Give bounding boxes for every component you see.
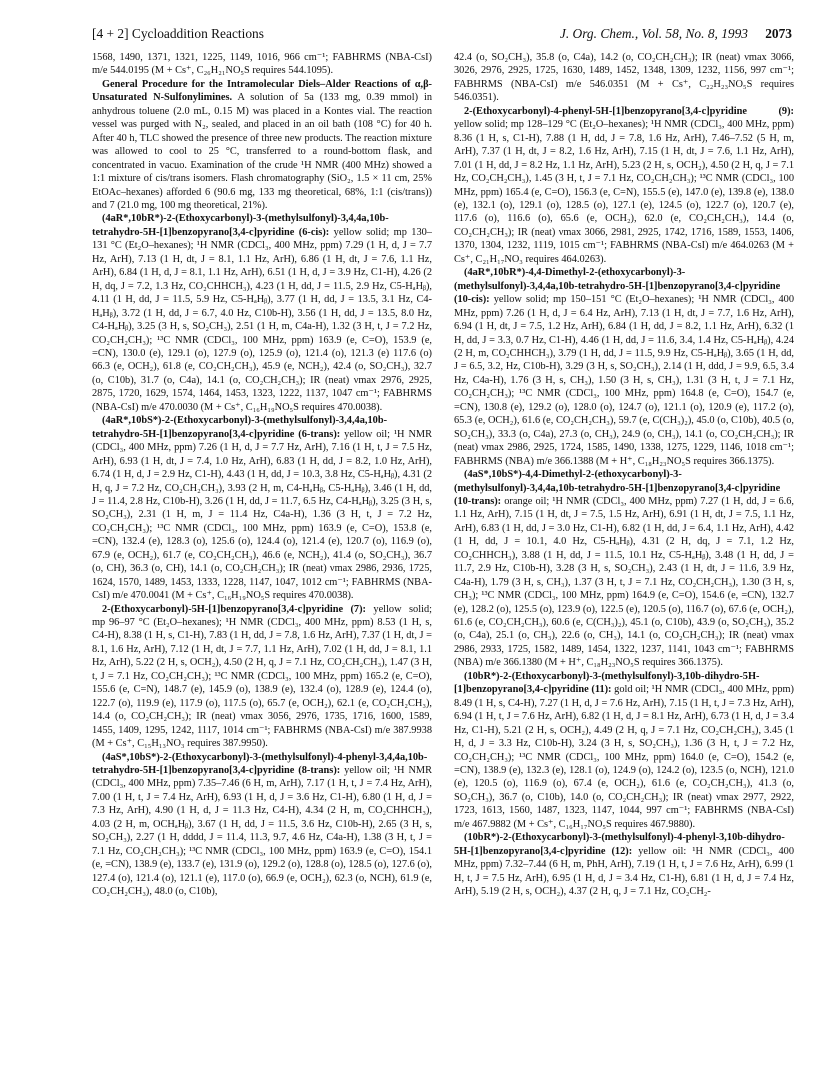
compound-entry-8trans [92,751,432,899]
compound-name: (4aR*,10bR*)-2-(Ethoxycarbonyl)-3-(methylsulfonyl)-3,4,4a,10b-tetrahydro-5H-[1]benzopyrano[3,4-c]pyridine (6-cis): [92,213,389,238]
compound-name: (4aS*,10bS*)-4,4-Dimethyl-2-(ethoxycarbonyl)-3-(methylsulfonyl)-3,4,4a,10b-tetrahydro-5H-[1]benzopyrano[3,4-c]pyridine (10-trans): [454,469,781,507]
compound-entry-11 [454,670,794,831]
compound-data: yellow solid; mp 96–97 °C (Et₂O–hexanes); ¹H NMR (CDCl₃, 400 MHz, ppm) 8.53 (1 H, s, C4-H), 8.38 (1 H, s, C1-H), 7.83 (1 H, dd, J = 7.8, 1.6 Hz, ArH), 7.37 (1 H, dt, J = 8.1, 1.6 Hz, ArH), 7.12 (1 H, dt, J = 7.7, 1.1 Hz, ArH), 7.02 (1 H, dd, J = 8.1, 1.1 Hz, ArH), 5.22 (2 H, s, OCH₂), 4.50 (2 H, q, J = 7.1 Hz, CO₂CH₂CH₃), 1.47 (3 H, t, J = 7.1 Hz, CO₂CH₂CH₃); ¹³C NMR (CDCl₃, 100 MHz, ppm) 165.2 (e, C=O), 155.6 (e, C=N), 148.7 (e), 145.9 (o), 138.9 (e), 132.4 (o), 128.9 (e), 124.4 (o), 122.7 (o), 119.9 (e), 117.9 (o), 117.5 (o), 65.7 (e, OCH₂), 62.1 (e, CO₂CH₂CH₃), 14.4 (o, CO₂CH₂CH₃); IR (neat) νmax 3056, 2976, 1735, 1716, 1600, 1589, 1455, 1409, 1295, 1242, 1117, 1014 cm⁻¹; FABHRMS (NBA-CsI) m/e 387.9938 (M + Cs⁺, C₁₅H₁₃NO₃ requires 387.9950). [92,603,432,750]
page-number: 2073 [765,26,792,41]
compound-name: (4aR*,10bS*)-2-(Ethoxycarbonyl)-3-(methylsulfonyl)-3,4,4a,10b-tetrahydro-5H-[1]benzopyrano[3,4-c]pyridine (6-trans): [92,415,388,440]
procedure-text: A solution of 5a (133 mg, 0.39 mmol) in anhydrous toluene (2.0 mL, 0.15 M) was placed in a Kontes vial. The reaction vessel was purged with N₂, sealed, and placed in an oil bath (108 °C) for 40 h. After 40 h, TLC showed the presence of three new products. The reaction mixture was allowed to cool to 25 °C, transferred to a round-bottom flask, and concentrated in vacuo. Examination of the crude ¹H NMR (400 MHz) showed a 1:1 mixture of cis/trans isomers. Flash chromatography (SiO₂, 1.5 × 11 cm, 25% EtOAc–hexanes) afforded 6 (90.6 mg, 133 mg theoretical, 68%, 1:1 (cis/trans)) and 7 (21.0 mg, 100 mg theoretical, 21%). [92,92,432,211]
compound-name: (4aS*,10bS*)-2-(Ethoxycarbonyl)-3-(methylsulfonyl)-4-phenyl-3,4,4a,10b-tetrahydro-5H-[1]benzopyrano[3,4-c]pyridine (8-trans): [92,751,428,777]
procedure-heading: General Procedure for the Intramolecular Diels–Alder Reactions of α,β-Unsaturated N-Sulfonylimines. [92,78,432,104]
compound-data: yellow oil: ¹H NMR (CDCl₃, 400 MHz, ppm) 7.32–7.44 (6 H, m, PhH, ArH), 7.19 (1 H, t, J = 7.6 Hz, ArH), 6.99 (1 H, t, J = 7.5 Hz, ArH), 6.95 (1 H, d, J = 3.4 Hz, C1-H), 6.81 (1 H, d, J = 7.4 Hz, ArH), 5.19 (2 H, s, OCH₂), 4.37 (2 H, q, J = 7.1 Hz, CO₂CH₂- [454,845,794,898]
compound-entry-10cis [454,266,794,468]
section-title: [4 + 2] Cycloaddition Reactions [92,26,264,41]
compound-data: orange oil; ¹H NMR (CDCl₃, 400 MHz, ppm) 7.27 (1 H, dd, J = 6.6, 1.1 Hz, ArH), 7.15 (1 H, dt, J = 7.5, 1.5 Hz, ArH), 6.91 (1 H, dt, J = 7.5, 1.1 Hz, ArH), 6.83 (1 H, dd, J = 3.0 Hz, C1-H), 6.82 (1 H, dd, J = 6.4, 1.1 Hz, ArH), 4.42 (1 H, dd, J = 10.1, 4.0 Hz, C5-HₐHᵦ), 4.31 (2 H, dq, J = 7.1, 1.2 Hz, CO₂CHHCH₃), 3.88 (1 H, dd, J = 11.5, 10.1 Hz, C5-HₐHᵦ), 3.48 (1 H, dd, J = 11.7, 2.9 Hz, C10b-H), 3.28 (3 H, s, SO₂CH₃), 2.43 (1 H, dt, J = 11.6, 3.9 Hz, C4a-H), 1.79 (3 H, s, CH₃), 1.37 (3 H, t, J = 7.1 Hz, CO₂CH₂CH₃), 1.30 (3 H, s, CH₃); ¹³C NMR (CDCl₃, 100 MHz, ppm) 164.9 (e, C=O), 154.6 (e, =CN), 132.7 (e), 128.2 (o), 125.5 (o), 123.9 (o), 122.5 (e), 120.5 (o), 116.7 (o), 67.6 (e, OCH₂), 61.6 (e, CO₂CH₂CH₃), 60.6 (e, C(CH₃)₂), 45.1 (o, C10b), 43.9 (o, SO₂CH₃), 35.2 (o, C4a), 25.1 (o, CH₃), 22.6 (o, CH₃), 14.1 (o, CO₂CH₂CH₃); IR (neat) νmax 2986, 2933, 1725, 1582, 1489, 1454, 1322, 1237, 1141, 1043 cm⁻¹; FABHRMS (NBA) m/e 366.1380 (M + H⁺, C₁₈H₂₃NO₅S requires 366.1375). [454,495,794,669]
compound-name: 2-(Ethoxycarbonyl)-5H-[1]benzopyrano[3,4-c]pyridine (7): [102,603,366,615]
compound-name: 2-(Ethoxycarbonyl)-4-phenyl-5H-[1]benzopyrano[3,4-c]pyridine (9): [464,105,794,117]
compound-entry-12 [454,831,794,898]
compound-data: yellow solid; mp 128–129 °C (Et₂O–hexanes); ¹H NMR (CDCl₃, 400 MHz, ppm) 8.36 (1 H, s, C1-H), 7.88 (1 H, dd, J = 7.8, 1.6 Hz, ArH), 7.46–7.52 (5 H, m, ArH), 7.37 (1 H, dt, J = 8.2, 1.6 Hz, ArH), 7.15 (1 H, dt, J = 7.6, 1.1 Hz, ArH), 7.01 (1 H, dd, J = 8.2 Hz, 1.1 Hz, ArH), 5.23 (2 H, s, OCH₂), 4.50 (2 H, q, J = 7.1 Hz, CO₂CH₂CH₃), 1.45 (3 H, t, J = 7.1 Hz, CO₂CH₂CH₃); ¹³C NMR (CDCl₃, 100 MHz, ppm) 165.4 (e, C=O), 156.3 (e, C=N), 155.5 (e), 147.0 (e), 139.8 (e), 138.0 (e), 132.1 (o), 129.1 (o), 128.5 (o), 127.1 (e), 124.5 (o), 122.7 (o), 120.7 (e), 117.6 (o), 116.6 (o), 65.6 (e, OCH₂), 62.0 (e, CO₂CH₂CH₃), 14.4 (o, CO₂CH₂CH₃); IR (neat) νmax 3066, 2981, 2925, 1742, 1716, 1589, 1553, 1406, 1370, 1304, 1232, 1119, 1015 cm⁻¹; FABHRMS (NBA-CsI) m/e 464.0263 (M + Cs⁺, C₂₁H₁₇NO₃ requires 464.0263). [454,119,794,265]
compound-entry-7 [92,603,432,751]
running-header [92,26,792,44]
compound-data: yellow oil; ¹H NMR (CDCl₃, 400 MHz, ppm) 7.35–7.46 (6 H, m, ArH), 7.17 (1 H, t, J = 7.4 Hz, ArH), 7.00 (1 H, t, J = 7.4 Hz, ArH), 6.93 (1 H, d, J = 3.6 Hz, C1-H), 6.80 (1 H, d, J = 7.3 Hz, ArH), 4.90 (1 H, d, J = 11.3 Hz, C4-H), 4.34 (2 H, m, CO₂CHHCH₃), 4.03 (2 H, m, OCHₐHᵦ), 3.67 (1 H, dd, J = 11.5, 3.6 Hz, C10b-H), 2.65 (3 H, s, SO₂CH₃), 2.27 (1 H, dddd, J = 11.4, 11.3, 9.7, 4.6 Hz, C4a-H), 1.38 (3 H, t, J = 7.1 Hz, CO₂CH₂CH₃); ¹³C NMR (CDCl₃, 100 MHz, ppm) 163.9 (e, C=O), 154.1 (e, =CN), 138.9 (e), 133.7 (e), 131.9 (o), 129.2 (o), 128.8 (o), 128.5 (o), 127.6 (o), 127.4 (o), 121.4 (o), 121.1 (e), 117.0 (o), 66.9 (e, OCH₂), 62.3 (o, NCH), 61.9 (e, CO₂CH₂CH₃), 48.0 (o, C10b), [92,765,433,898]
continuation-paragraph: 1568, 1490, 1371, 1321, 1225, 1149, 1016, 966 cm⁻¹; FABHRMS (NBA-CsI) m/e 544.0195 (M + Cs⁺, C₂₆H₂₁NO₅S requires 544.1095). [92,52,432,77]
compound-data: yellow solid; mp 130–131 °C (Et₂O–hexanes); ¹H NMR (CDCl₃, 400 MHz, ppm) 7.29 (1 H, d, J = 7.7 Hz, ArH), 7.13 (1 H, dt, J = 8.1, 1.1 Hz, ArH), 6.86 (1 H, dt, J = 7.6, 1.1 Hz, ArH), 6.84 (1 H, d, J = 8.1, 1.1 Hz, ArH), 6.51 (1 H, d, J = 3.9 Hz, C1-H), 4.26 (2 H, dq, J = 7.2, 1.3 Hz, CO₂CHHCH₃), 4.23 (1 H, dd, J = 11.5, 2.9 Hz, C5-HₐHᵦ), 4.11 (1 H, dd, J = 11.5, 5.9 Hz, C5-HₐHᵦ), 3.77 (1 H, dd, J = 13.5, 3.1 Hz, C4-HₐHᵦ), 3.72 (1 H, dd, J = 6.7, 4.0 Hz, C10b-H), 3.56 (1 H, dd, J = 13.5, 8.0 Hz, C4-HₐHᵦ), 3.25 (3 H, s, SO₂CH₃), 2.51 (1 H, m, C4a-H), 1.32 (3 H, t, J = 7.2 Hz, CO₂CH₂CH₃); ¹³C NMR (CDCl₃, 100 MHz, ppm) 163.9 (e, C=O), 153.9 (e, =CN), 130.0 (e), 129.1 (o), 127.9 (o), 125.9 (o), 121.4 (o), 121.3 (e) 117.6 (o) 66.3 (e, OCH₂), 61.8 (e, CO₂CH₂CH₃), 45.9 (e, NCH₂), 42.4 (o, SO₂CH₃), 32.7 (o, C10b), 31.7 (o, C4a), 14.1 (o, CO₂CH₂CH₃); IR (neat) νmax 2976, 2925, 2875, 1720, 1629, 1574, 1464, 1453, 1323, 1222, 1137, 1047 cm⁻¹; FABHRMS (NBA-CsI) m/e 470.0030 (M + Cs⁺, C₁₆H₁₉NO₅S requires 470.0038). [92,226,432,413]
journal-citation: J. Org. Chem., Vol. 58, No. 8, 1993 [559,26,748,41]
compound-entry-6cis [92,212,432,414]
compound-data: yellow solid; mp 150–151 °C (Et₂O–hexanes); ¹H NMR (CDCl₃, 400 MHz, ppm) 7.26 (1 H, d, J = 6.4 Hz, ArH), 7.13 (1 H, dt, J = 7.7, 1.6 Hz, ArH), 6.94 (1 H, dt, J = 7.5, 1.2 Hz, ArH), 6.84 (1 H, dd, J = 8.2, 1.1 Hz, ArH), 6.32 (1 H, dd, J = 3.3, 0.7 Hz, C1-H), 4.46 (1 H, dd, J = 11.6, 3.4, 1.4 Hz, C5-HₐHᵦ), 4.24 (2 H, m, CO₂CHHCH₃), 3.79 (1 H, dd, J = 11.5, 9.9 Hz, C5-HₐHᵦ), 3.65 (1 H, dd, J = 6.5, 3.2, Hz, C10b-H), 3.29 (3 H, s, SO₂CH₃), 2.14 (1 H, ddd, J = 9.9, 6.5, 3.4 Hz, C4a-H), 1.76 (3 H, s, CH₃), 1.50 (3 H, s, CH₃), 1.31 (3 H, t, J = 7.1 Hz, CO₂CH₂CH₃); ¹³C NMR (CDCl₃, 100 MHz, ppm) 164.8 (e, C=O), 154.7 (e, =CN), 130.8 (e), 129.2 (o), 128.0 (o), 124.7 (o), 121.1 (o), 120.9 (e), 117.2 (o), 65.3 (e, OCH₂), 61.6 (e, CO₂CH₂CH₃), 59.7 (e, C(CH₃)₂), 45.0 (o, C10b), 40.5 (o, SO₂CH₃), 33.3 (o, C4a), 27.3 (o, CH₃), 24.9 (o, CH₃), 14.1 (o, CO₂CH₂CH₃); IR (neat) νmax 2986, 2925, 1724, 1585, 1490, 1338, 1275, 1229, 1146, 1018 cm⁻¹; FABHRMS (NBA) m/e 366.1388 (M + H⁺, C₁₈H₂₃NO₅S requires 366.1375). [454,294,794,467]
compound-entry-6trans [92,414,432,602]
compound-name: (4aR*,10bR*)-4,4-Dimethyl-2-(ethoxycarbonyl)-3-(methylsulfonyl)-3,4,4a,10b-tetrahydro-5H-[1]benzopyrano[3,4-c]pyridine (10-cis): [454,267,781,306]
compound-name: (10bR*)-2-(Ethoxycarbonyl)-3-(methylsulfonyl)-4-phenyl-3,10b-dihydro-5H-[1]benzopyrano[3,4-c]pyridine (12): [454,832,785,857]
right-column [454,51,794,899]
continuation-paragraph: 42.4 (o, SO₂CH₃), 35.8 (o, C4a), 14.2 (o, CO₂CH₂CH₃); IR (neat) νmax 3066, 3026, 2976, 2925, 1725, 1630, 1489, 1452, 1348, 1309, 1232, 1156, 997 cm⁻¹; FABHRMS (NBA-CsI) m/e 546.0351 (M + Cs⁺, C₂₂H₂₃NO₅S requires 546.0351). [454,52,794,104]
left-column [92,51,432,899]
procedure-paragraph [92,78,432,213]
compound-entry-9 [454,105,794,266]
compound-data: gold oil; ¹H NMR (CDCl₃, 400 MHz, ppm) 8.49 (1 H, s, C4-H), 7.27 (1 H, d, J = 7.6 Hz, ArH), 7.15 (1 H, t, J = 7.3 Hz, ArH), 6.94 (1 H, t, J = 7.6 Hz, ArH), 6.82 (1 H, d, J = 8.1 Hz, ArH), 6.73 (1 H, d, J = 3.4 Hz, C1-H), 5.21 (2 H, s, OCH₂), 4.49 (2 H, q, J = 7.1 Hz, CO₂CH₂CH₃), 3.45 (1 H, d, J = 3.3 Hz, C10b-H), 3.24 (3 H, s, SO₂CH₃), 1.36 (3 H, t, J = 7.2 Hz, CO₂CH₂CH₃); ¹³C NMR (CDCl₃, 100 MHz, ppm) 164.0 (e, C=O), 154.2 (e, =CN), 138.9 (e), 132.3 (e), 128.1 (o), 124.9 (o), 124.2 (o), 123.5 (o, NCH), 121.0 (e), 120.5 (o), 116.9 (o), 67.4 (e, OCH₂), 61.6 (e, CO₂CH₂CH₃), 41.3 (o, SO₂CH₃), 36.7 (o, C10b), 14.0 (o, CO₂CH₂CH₃); IR (neat) νmax 2977, 2922, 1723, 1613, 1560, 1487, 1323, 1147, 1044, 997 cm⁻¹; FABHRMS (NBA-CsI) m/e 467.9882 (M + Cs⁺, C₁₆H₁₇NO₅S requires 467.9880). [454,684,794,830]
compound-entry-10trans [454,468,794,670]
compound-data: yellow oil; ¹H NMR (CDCl₃, 400 MHz, ppm) 7.26 (1 H, d, J = 7.7 Hz, ArH), 7.16 (1 H, t, J = 7.5 Hz, ArH), 6.93 (1 H, dt, J = 7.4, 1.0 Hz, ArH), 6.83 (1 H, dd, J = 8.2, 1.0 Hz, ArH), 6.74 (1 H, d, J = 2.9 Hz, C1-H), 4.43 (1 H, dd, J = 10.3, 3.8 Hz, C5-HₐHᵦ), 4.31 (2 H, q, J = 7.2 Hz, CO₂CH₂CH₃), 3.93 (2 H, m, C4-HₐHᵦ, C5-HₐHᵦ), 3.46 (1 H, dd, J = 11.4, 2.8 Hz, C10b-H), 3.26 (1 H, dd, J = 11.7, 6.5 Hz, C4-HₐHᵦ), 3.25 (3 H, s, SO₂CH₃), 2.31 (1 H, m, J = 11.4 Hz, C4a-H), 1.36 (3 H, t, J = 7.2 Hz, CO₂CH₂CH₃); ¹³C NMR (CDCl₃, 100 MHz, ppm) 163.9 (e, C=O), 153.8 (e, =CN), 132.4 (e), 128.3 (o), 125.6 (o), 124.4 (o), 121.4 (e), 120.7 (o), 116.9 (o), 67.9 (e, OCH₂), 61.7 (e, CO₂CH₂CH₃), 46.6 (e, NCH₂), 41.4 (o, SO₂CH₃), 36.7 (o, CH), 36.3 (o, CH), 14.1 (o, CO₂CH₂CH₃); IR (neat) νmax 2986, 2936, 1725, 1624, 1570, 1489, 1453, 1333, 1228, 1147, 1047, 1012 cm⁻¹; FABHRMS (NBA-CsI) m/e 470.0041 (M + Cs⁺, C₁₆H₁₉NO₅S requires 470.0038). [92,428,433,602]
compound-name: (10bR*)-2-(Ethoxycarbonyl)-3-(methylsulfonyl)-3,10b-dihydro-5H-[1]benzopyrano[3,4-c]pyridine (11): [454,670,760,696]
